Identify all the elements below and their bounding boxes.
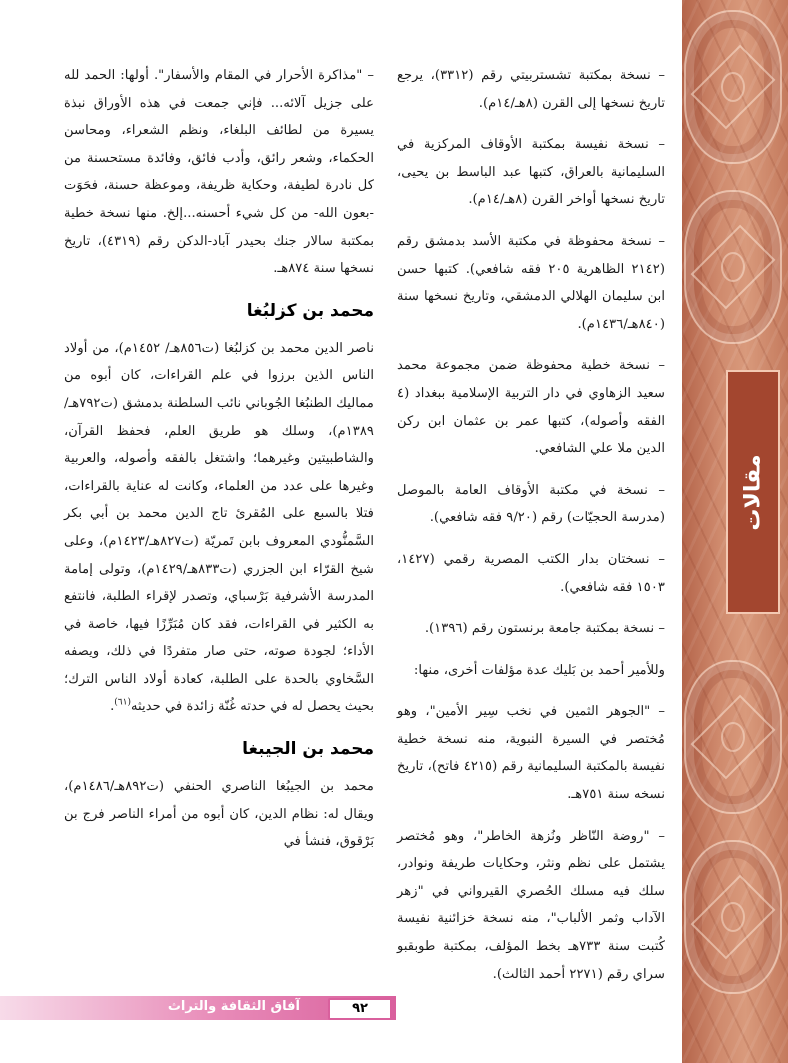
decorative-side-band <box>682 0 788 1063</box>
paragraph: محمد بن الجيبُغا الناصري الحنفي (ت٨٩٢هـ/١٤٨٦م)، ويقال له: نظام الدين، كان أبوه من أمراء الناصر فرج بن بَرْقوق، فنشأ في <box>64 779 374 850</box>
arabesque-ornament <box>684 190 782 344</box>
paragraph: – "مذاكرة الأحرار في المقام والأسفار". أولها: الحمد لله على جزيل آلائه... فإني جمعت في هذه الأوراق نبذة يسيرة من لطائف البلغاء، ونظم الشعراء، ومحاسن الحكماء، وشعر رائق، وأدب فائق، وفائدة مستحسنة من كل نادرة لطيفة، وحكاية ظريفة، وموعظة حسنة، فحَوَت -بعون الله- من كل شيء أحسنه...إلخ. منها نسخة خطية بمكتبة سالار جنك بحيدر آباد-الدكن رقم (٤٣١٩)، تاريخ نسخها سنة ٨٧٤هـ. <box>64 68 374 277</box>
arabesque-ornament <box>684 10 782 164</box>
paragraph: – نسخة بمكتبة تشستربيتي رقم (٣٣١٢)، يرجع تاريخ نسخها إلى القرن (٨هـ/١٤م). <box>397 68 665 111</box>
footnote-reference: (٦١) <box>114 698 131 709</box>
paragraph: وللأمير أحمد بن بَليك عدة مؤلفات أخرى، منها: <box>413 662 665 678</box>
left-text-column <box>64 62 374 870</box>
paragraph: – نسخة بمكتبة جامعة برنستون رقم (١٣٩٦). <box>424 621 665 637</box>
magazine-title: آفاق الثقافة والتراث <box>167 999 300 1014</box>
paragraph-text: . <box>110 699 115 715</box>
section-label <box>726 370 780 614</box>
page-footer <box>0 996 396 1020</box>
section-label-text: مقالات <box>740 453 766 531</box>
paragraph: – نسخة في مكتبة الأوقاف العامة بالموصل (مدرسة الحجيّات) رقم (٩/٢٠ فقه شافعي). <box>397 482 665 526</box>
paragraph: – نسخة نفيسة بمكتبة الأوقاف المركزية في السليمانية بالعراق، كتبها عبد الباسط بن يحيى، تاريخ نسخها أواخر القرن (٨هـ/١٤م). <box>397 137 665 208</box>
paragraph: – "الجوهر الثمين في نخب سِير الأمين"، وهو مُختصر في السيرة النبوية، منه نسخة خطية نفيسة بالمكتبة السليمانية رقم (٤٢١٥ فاتح)، تاريخ نسخه سنة ٧٥١هـ. <box>397 704 665 803</box>
section-heading: محمد بن كزلبُغا <box>246 300 374 321</box>
paragraph: – "روضة النّاظر ونُزهة الخاطر"، وهو مُختصر يشتمل على نظم ونثر، وحكايات طريفة ونوادر، سلك فيه مسلك الحُصري القيرواني في "زهر الآداب وثمر الألباب"، منه نسخة خزائنية نفيسة كُتبت سنة ٧٣٣هـ بخط المؤلف، بمكتبة طوبقبو سراي رقم (٢٢٧١ أحمد الثالث). <box>397 828 665 982</box>
paragraph: – نسخة خطية محفوظة ضمن مجموعة محمد سعيد الزهاوي في دار التربية الإسلامية ببغداد (٤ الفقه وأصوله)، كتبها عمر بن عثمان ابن ركن الدين ملا علي الشافعي. <box>397 358 665 457</box>
section-heading: محمد بن الجيبغا <box>242 739 374 760</box>
paragraph <box>64 335 374 721</box>
paragraph: – نسختان بدار الكتب المصرية رقمي (١٤٢٧، ١٥٠٣ فقه شافعي). <box>397 551 665 595</box>
paragraph-text: ناصر الدين محمد بن كزلبُغا (ت٨٥٦هـ/ ١٤٥٢م)، من أولاد الناس الذين برزوا في علم القراءات، كان أبوه من مماليك الطنبُغا الجُوباني نائب السلطنة بدمشق (ت٧٩٢هـ/١٣٨٩م)، وسلك هو طريق العلم، فحفظ القرآن، والشاطبيتين وغيرهما؛ واشتغل بالفقه وأصوله، والعربية وغيرها على عدد من العلماء، وكانت له عناية بالقراءات، فتلا بالسبع على المُقرئ تاج الدين محمد بن أبي بكر السَّمنُّودي المعروف بابن تَمريّة (ت٨٢٧هـ/١٤٢٣م)، وعلى شيخ القرّاء ابن الجزري (ت٨٣٣هـ/١٤٢٩م)، وتولى إمامة المدرسة الأشرفية بَرْسباي، وتصدر لإقراء الطلبة، فانتفع به الكثير في القراءات، فقد كان مُبَرِّزًا فيها، خاصة في الأداء؛ لجودة صوته، حتى صار متفردًا في ذلك، ويصفه السَّخاوي بالحدة على الطلبة، كعادة أولاد الناس الترك؛ بحيث يحصل له في حدته غُنّة زائدة في حديثه <box>64 340 374 715</box>
page-number: ٩٢ <box>328 998 392 1020</box>
right-text-column <box>397 62 665 1002</box>
paragraph: – نسخة محفوظة في مكتبة الأسد بدمشق رقم (٢١٤٢ الظاهرية ٢٠٥ فقه شافعي). كتبها حسن ابن سليمان الهلالي الدمشقي، وتاريخ نسخها سنة (٨٤٠هـ/١٤٣٦م). <box>397 233 666 332</box>
arabesque-ornament <box>684 660 782 814</box>
arabesque-ornament <box>684 840 782 994</box>
